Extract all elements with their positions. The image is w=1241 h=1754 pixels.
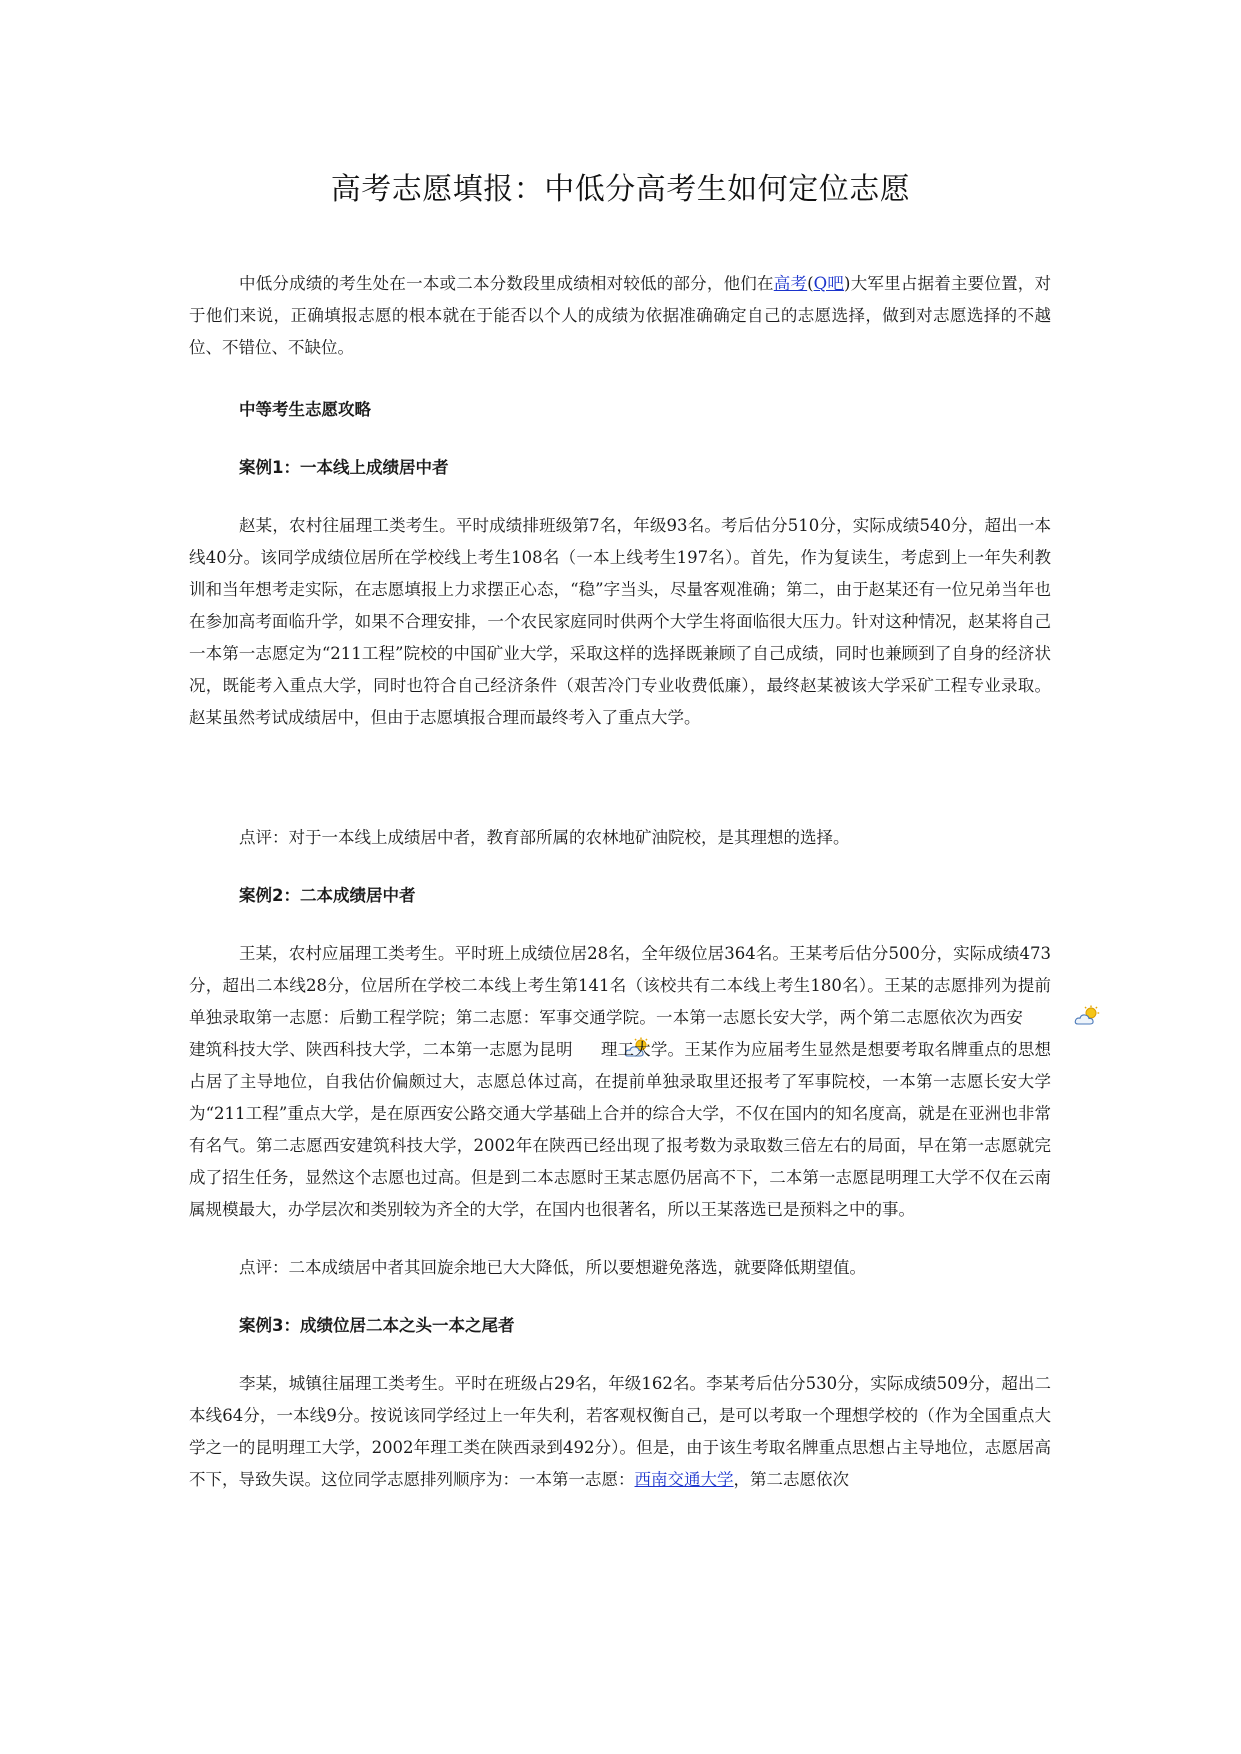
case3-body-pre: 李某，城镇往届理工类考生。平时在班级占29名，年级162名。李某考后估分530分，实际成绩509分，超出二本线64分，一本线9分。按说该同学经过上一年失利，若客观权衡自己，是可以考取一个理想学校的（作为全国重点大学之一的昆明理工大学，2002年理工类在陕西录到492分）。但是，由于该生考取名牌重点思想占主导地位，志愿居高不下，导致失误。这位同学志愿排列顺序为：一本第一志愿：	[189, 1374, 1051, 1489]
spacer	[189, 912, 1051, 938]
weather-cloud-sun-icon	[574, 1037, 600, 1059]
page-title: 高考志愿填报：中低分高考生如何定位志愿	[330, 172, 911, 207]
spacer	[189, 1342, 1051, 1368]
article-body	[189, 268, 1051, 1496]
spacer	[189, 426, 1051, 452]
case2-comment: 点评：二本成绩居中者其回旋余地已大大降低，所以要想避免落选，就要降低期望值。	[239, 1258, 866, 1277]
case1-body: 赵某，农村往届理工类考生。平时成绩排班级第7名，年级93名。考后估分510分，实际成绩540分，超出一本线40分。该同学成绩位居所在学校线上考生108名（一本上线考生197名）。首先，作为复读生，考虑到上一年失利教训和当年想考走实际，在志愿填报上力求摆正心态，“稳”字当头，尽量客观准确；第二，由于赵某还有一位兄弟当年也在参加高考面临升学，如果不合理安排，一个农民家庭同时供两个大学生将面临很大压力。针对这种情况，赵某将自己一本第一志愿定为“211工程”院校的中国矿业大学，采取这样的选择既兼顾了自己成绩，同时也兼顾到了自身的经济状况，既能考入重点大学，同时也符合自己经济条件（艰苦冷门专业收费低廉），最终赵某被该大学采矿工程专业录取。赵某虽然考试成绩居中，但由于志愿填报合理而最终考入了重点大学。	[189, 516, 1051, 727]
case1-heading: 案例1：一本线上成绩居中者	[239, 458, 449, 477]
case3-body	[189, 1368, 1051, 1496]
spacer	[189, 484, 1051, 510]
qba-link[interactable]: Q吧	[813, 274, 845, 293]
weather-cloud-sun-icon	[1024, 1005, 1050, 1027]
intro-paragraph	[189, 268, 1051, 364]
intro-text-post: )大军里占据着主要位置，对于他们来说，正确填报志愿的根本就在于能否以个人的成绩为依据准确确定自己的志愿选择，做到对志愿选择的不越位、不错位、不缺位。	[189, 274, 1052, 357]
section-heading: 中等考生志愿攻略	[239, 400, 371, 419]
spacer	[189, 734, 1051, 822]
spacer	[189, 854, 1051, 880]
case2-heading: 案例2：二本成绩居中者	[239, 886, 416, 905]
gaokao-link[interactable]: 高考	[773, 274, 808, 293]
spacer	[189, 1284, 1051, 1310]
southwest-jiaotong-link[interactable]: 西南交通大学	[634, 1470, 734, 1489]
intro-paren-open: (	[807, 274, 814, 293]
case2-body-part-b: 建筑科技大学、陕西科技大学，二本第一志愿为昆明	[189, 1040, 573, 1059]
case3-body-post: ，第二志愿依次	[733, 1470, 849, 1489]
spacer	[189, 1226, 1051, 1252]
case2-body-part-c: 理工大学。王某作为应届考生显然是想要考取名牌重点的思想占居了主导地位，自我估价偏颇过大，志愿总体过高，在提前单独录取里还报考了军事院校，一本第一志愿长安大学为“211工程”重点大学，是在原西安公路交通大学基础上合并的综合大学，不仅在国内的知名度高，就是在亚洲也非常有名气。第二志愿西安建筑科技大学，2002年在陕西已经出现了报考数为录取数三倍左右的局面，早在第一志愿就完成了招生任务，显然这个志愿也过高。但是到二本志愿时王某志愿仍居高不下，二本第一志愿昆明理工大学不仅在云南属规模最大，办学层次和类别较为齐全的大学，在国内也很著名，所以王某落选已是预料之中的事。	[189, 1040, 1052, 1219]
spacer	[189, 364, 1051, 394]
case2-body-part-a: 王某，农村应届理工类考生。平时班上成绩位居28名，全年级位居364名。王某考后估分500分，实际成绩473分，超出二本线28分，位居所在学校二本线上考生第141名（该校共有二本线上考生180名）。王某的志愿排列为提前单独录取第一志愿：后勤工程学院；第二志愿：军事交通学院。一本第一志愿长安大学，两个第二志愿依次为西安	[189, 944, 1051, 1027]
case1-comment: 点评：对于一本线上成绩居中者，教育部所属的农林地矿油院校，是其理想的选择。	[239, 828, 850, 847]
case2-body	[189, 938, 1051, 1226]
case3-heading: 案例3：成绩位居二本之头一本之尾者	[239, 1316, 515, 1335]
intro-text-pre: 中低分成绩的考生处在一本或二本分数段里成绩相对较低的部分，他们在	[239, 274, 774, 293]
